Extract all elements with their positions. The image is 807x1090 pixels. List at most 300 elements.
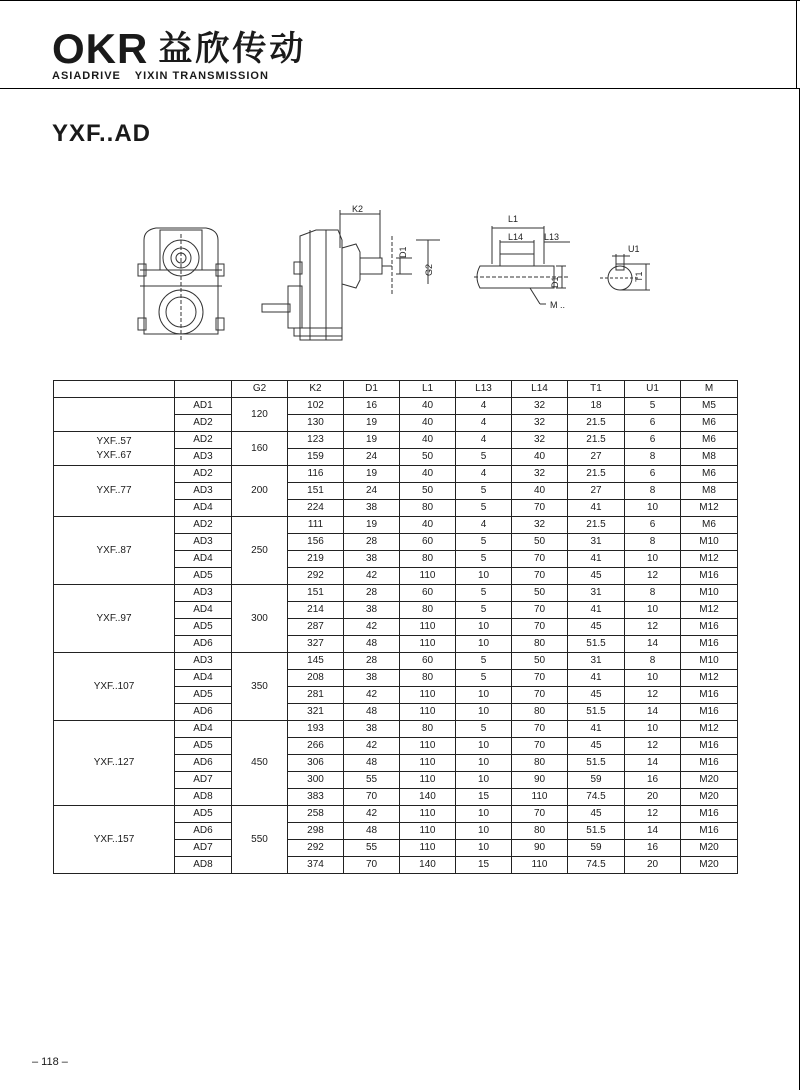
adapter-cell: AD4 bbox=[175, 721, 232, 738]
t1-cell: 21.5 bbox=[568, 432, 625, 449]
k2-cell: 292 bbox=[288, 568, 344, 585]
table-row bbox=[54, 806, 738, 823]
u1-cell: 14 bbox=[625, 755, 681, 772]
l13-cell: 10 bbox=[456, 687, 512, 704]
t1-cell: 45 bbox=[568, 687, 625, 704]
l13-cell: 10 bbox=[456, 806, 512, 823]
label-u1: U1 bbox=[628, 244, 640, 254]
d1-cell: 55 bbox=[344, 772, 400, 789]
u1-cell: 10 bbox=[625, 500, 681, 517]
k2-cell: 292 bbox=[288, 840, 344, 857]
front-view-drawing bbox=[138, 228, 224, 340]
table-header-cell bbox=[54, 381, 175, 398]
page-title: YXF..AD bbox=[52, 120, 152, 147]
g2-cell: 250 bbox=[232, 517, 288, 585]
l1-cell: 110 bbox=[400, 619, 456, 636]
logo-latin: OKR bbox=[52, 25, 149, 72]
model-cell: YXF..57 YXF..67 bbox=[54, 432, 175, 466]
l1-cell: 60 bbox=[400, 585, 456, 602]
d1-cell: 55 bbox=[344, 840, 400, 857]
k2-cell: 116 bbox=[288, 466, 344, 483]
adapter-cell: AD4 bbox=[175, 670, 232, 687]
l13-cell: 10 bbox=[456, 704, 512, 721]
adapter-cell: AD6 bbox=[175, 704, 232, 721]
l14-cell: 40 bbox=[512, 483, 568, 500]
m-cell: M8 bbox=[681, 449, 738, 466]
table-row bbox=[54, 721, 738, 738]
k2-cell: 151 bbox=[288, 483, 344, 500]
k2-cell: 281 bbox=[288, 687, 344, 704]
m-cell: M6 bbox=[681, 415, 738, 432]
u1-cell: 5 bbox=[625, 398, 681, 415]
l1-cell: 60 bbox=[400, 534, 456, 551]
t1-cell: 45 bbox=[568, 806, 625, 823]
l1-cell: 50 bbox=[400, 449, 456, 466]
g2-cell: 450 bbox=[232, 721, 288, 806]
l14-cell: 70 bbox=[512, 687, 568, 704]
l13-cell: 5 bbox=[456, 721, 512, 738]
d1-cell: 38 bbox=[344, 721, 400, 738]
l13-cell: 5 bbox=[456, 449, 512, 466]
l1-cell: 140 bbox=[400, 857, 456, 874]
m-cell: M10 bbox=[681, 585, 738, 602]
l14-cell: 50 bbox=[512, 585, 568, 602]
d1-cell: 42 bbox=[344, 619, 400, 636]
adapter-cell: AD5 bbox=[175, 687, 232, 704]
k2-cell: 208 bbox=[288, 670, 344, 687]
m-cell: M20 bbox=[681, 857, 738, 874]
table-header-cell: D1 bbox=[344, 381, 400, 398]
u1-cell: 8 bbox=[625, 483, 681, 500]
label-l14: L14 bbox=[508, 232, 524, 242]
t1-cell: 27 bbox=[568, 449, 625, 466]
d1-cell: 24 bbox=[344, 449, 400, 466]
k2-cell: 306 bbox=[288, 755, 344, 772]
k2-cell: 193 bbox=[288, 721, 344, 738]
u1-cell: 16 bbox=[625, 772, 681, 789]
adapter-cell: AD2 bbox=[175, 466, 232, 483]
t1-cell: 45 bbox=[568, 619, 625, 636]
u1-cell: 6 bbox=[625, 432, 681, 449]
frame-right-line-lower bbox=[799, 88, 800, 1090]
d1-cell: 42 bbox=[344, 568, 400, 585]
l1-cell: 110 bbox=[400, 687, 456, 704]
l1-cell: 110 bbox=[400, 636, 456, 653]
k2-cell: 383 bbox=[288, 789, 344, 806]
header-rule bbox=[0, 88, 800, 89]
table-header-cell: L1 bbox=[400, 381, 456, 398]
d1-cell: 38 bbox=[344, 670, 400, 687]
table-row bbox=[54, 432, 738, 449]
t1-cell: 41 bbox=[568, 721, 625, 738]
table-header-cell: T1 bbox=[568, 381, 625, 398]
l14-cell: 70 bbox=[512, 670, 568, 687]
l14-cell: 40 bbox=[512, 449, 568, 466]
t1-cell: 31 bbox=[568, 534, 625, 551]
model-cell: YXF..127 bbox=[54, 721, 175, 806]
table-row bbox=[54, 466, 738, 483]
l14-cell: 50 bbox=[512, 653, 568, 670]
model-cell: YXF..77 bbox=[54, 466, 175, 517]
label-t1: T1 bbox=[634, 271, 644, 282]
table-header-cell: L13 bbox=[456, 381, 512, 398]
u1-cell: 6 bbox=[625, 415, 681, 432]
l1-cell: 40 bbox=[400, 415, 456, 432]
k2-cell: 374 bbox=[288, 857, 344, 874]
adapter-cell: AD7 bbox=[175, 840, 232, 857]
g2-cell: 350 bbox=[232, 653, 288, 721]
m-cell: M16 bbox=[681, 823, 738, 840]
l14-cell: 50 bbox=[512, 534, 568, 551]
l1-cell: 110 bbox=[400, 823, 456, 840]
model-cell: YXF..87 bbox=[54, 517, 175, 585]
m-cell: M12 bbox=[681, 551, 738, 568]
l14-cell: 70 bbox=[512, 500, 568, 517]
u1-cell: 12 bbox=[625, 738, 681, 755]
l14-cell: 32 bbox=[512, 432, 568, 449]
table-header-cell: U1 bbox=[625, 381, 681, 398]
l13-cell: 5 bbox=[456, 534, 512, 551]
l13-cell: 4 bbox=[456, 517, 512, 534]
l1-cell: 40 bbox=[400, 517, 456, 534]
side-view-drawing bbox=[262, 210, 440, 340]
t1-cell: 21.5 bbox=[568, 466, 625, 483]
k2-cell: 130 bbox=[288, 415, 344, 432]
l13-cell: 5 bbox=[456, 653, 512, 670]
l13-cell: 10 bbox=[456, 772, 512, 789]
u1-cell: 16 bbox=[625, 840, 681, 857]
brand-logo bbox=[52, 25, 307, 82]
m-cell: M6 bbox=[681, 432, 738, 449]
l1-cell: 110 bbox=[400, 738, 456, 755]
adapter-cell: AD2 bbox=[175, 415, 232, 432]
u1-cell: 10 bbox=[625, 602, 681, 619]
frame-right-line bbox=[796, 0, 797, 88]
t1-cell: 45 bbox=[568, 568, 625, 585]
l1-cell: 40 bbox=[400, 432, 456, 449]
adapter-cell: AD8 bbox=[175, 857, 232, 874]
k2-cell: 159 bbox=[288, 449, 344, 466]
m-cell: M12 bbox=[681, 670, 738, 687]
m-cell: M6 bbox=[681, 466, 738, 483]
l13-cell: 10 bbox=[456, 619, 512, 636]
u1-cell: 14 bbox=[625, 823, 681, 840]
l13-cell: 5 bbox=[456, 585, 512, 602]
l1-cell: 110 bbox=[400, 840, 456, 857]
table-row bbox=[54, 398, 738, 415]
u1-cell: 20 bbox=[625, 789, 681, 806]
l1-cell: 80 bbox=[400, 670, 456, 687]
d1-cell: 70 bbox=[344, 857, 400, 874]
d1-cell: 38 bbox=[344, 551, 400, 568]
d1-cell: 38 bbox=[344, 602, 400, 619]
m-cell: M16 bbox=[681, 619, 738, 636]
m-cell: M16 bbox=[681, 806, 738, 823]
d1-cell: 24 bbox=[344, 483, 400, 500]
model-cell: YXF..97 bbox=[54, 585, 175, 653]
d1-cell: 19 bbox=[344, 466, 400, 483]
d1-cell: 42 bbox=[344, 687, 400, 704]
adapter-cell: AD2 bbox=[175, 517, 232, 534]
l13-cell: 10 bbox=[456, 636, 512, 653]
l1-cell: 140 bbox=[400, 789, 456, 806]
d1-cell: 70 bbox=[344, 789, 400, 806]
adapter-cell: AD4 bbox=[175, 602, 232, 619]
model-cell: YXF..107 bbox=[54, 653, 175, 721]
m-cell: M10 bbox=[681, 534, 738, 551]
d1-cell: 42 bbox=[344, 806, 400, 823]
g2-cell: 200 bbox=[232, 466, 288, 517]
label-l13: L13 bbox=[544, 232, 560, 242]
t1-cell: 31 bbox=[568, 653, 625, 670]
g2-cell: 550 bbox=[232, 806, 288, 874]
k2-cell: 300 bbox=[288, 772, 344, 789]
table-header-cell: K2 bbox=[288, 381, 344, 398]
k2-cell: 321 bbox=[288, 704, 344, 721]
adapter-cell: AD3 bbox=[175, 483, 232, 500]
d1-cell: 19 bbox=[344, 415, 400, 432]
m-cell: M20 bbox=[681, 840, 738, 857]
table-header-cell: L14 bbox=[512, 381, 568, 398]
l13-cell: 4 bbox=[456, 415, 512, 432]
l1-cell: 80 bbox=[400, 602, 456, 619]
logo-chinese: 益欣传动 bbox=[158, 29, 307, 69]
m-cell: M16 bbox=[681, 738, 738, 755]
u1-cell: 12 bbox=[625, 806, 681, 823]
l13-cell: 10 bbox=[456, 755, 512, 772]
k2-cell: 156 bbox=[288, 534, 344, 551]
m-cell: M16 bbox=[681, 704, 738, 721]
adapter-cell: AD3 bbox=[175, 653, 232, 670]
d1-cell: 19 bbox=[344, 517, 400, 534]
table-row bbox=[54, 517, 738, 534]
adapter-cell: AD3 bbox=[175, 534, 232, 551]
l13-cell: 5 bbox=[456, 483, 512, 500]
u1-cell: 12 bbox=[625, 568, 681, 585]
d1-cell: 16 bbox=[344, 398, 400, 415]
l1-cell: 110 bbox=[400, 772, 456, 789]
l1-cell: 110 bbox=[400, 568, 456, 585]
t1-cell: 59 bbox=[568, 772, 625, 789]
adapter-cell: AD5 bbox=[175, 738, 232, 755]
l14-cell: 32 bbox=[512, 415, 568, 432]
adapter-cell: AD6 bbox=[175, 636, 232, 653]
m-cell: M6 bbox=[681, 517, 738, 534]
l13-cell: 5 bbox=[456, 551, 512, 568]
d1-cell: 42 bbox=[344, 738, 400, 755]
l13-cell: 10 bbox=[456, 823, 512, 840]
l14-cell: 70 bbox=[512, 568, 568, 585]
l13-cell: 4 bbox=[456, 398, 512, 415]
m-cell: M5 bbox=[681, 398, 738, 415]
l14-cell: 80 bbox=[512, 755, 568, 772]
adapter-cell: AD6 bbox=[175, 755, 232, 772]
l14-cell: 70 bbox=[512, 551, 568, 568]
t1-cell: 31 bbox=[568, 585, 625, 602]
d1-cell: 38 bbox=[344, 500, 400, 517]
adapter-cell: AD6 bbox=[175, 823, 232, 840]
table-row bbox=[54, 653, 738, 670]
l14-cell: 32 bbox=[512, 398, 568, 415]
l14-cell: 110 bbox=[512, 789, 568, 806]
adapter-cell: AD1 bbox=[175, 398, 232, 415]
k2-cell: 123 bbox=[288, 432, 344, 449]
l1-cell: 60 bbox=[400, 653, 456, 670]
t1-cell: 27 bbox=[568, 483, 625, 500]
l14-cell: 80 bbox=[512, 823, 568, 840]
table-header-cell bbox=[175, 381, 232, 398]
u1-cell: 10 bbox=[625, 721, 681, 738]
u1-cell: 20 bbox=[625, 857, 681, 874]
t1-cell: 18 bbox=[568, 398, 625, 415]
l14-cell: 80 bbox=[512, 636, 568, 653]
d1-cell: 28 bbox=[344, 653, 400, 670]
l13-cell: 5 bbox=[456, 500, 512, 517]
u1-cell: 8 bbox=[625, 653, 681, 670]
m-cell: M8 bbox=[681, 483, 738, 500]
l13-cell: 4 bbox=[456, 432, 512, 449]
g2-cell: 300 bbox=[232, 585, 288, 653]
t1-cell: 21.5 bbox=[568, 415, 625, 432]
l13-cell: 15 bbox=[456, 789, 512, 806]
l14-cell: 70 bbox=[512, 806, 568, 823]
k2-cell: 111 bbox=[288, 517, 344, 534]
k2-cell: 258 bbox=[288, 806, 344, 823]
l1-cell: 110 bbox=[400, 806, 456, 823]
t1-cell: 51.5 bbox=[568, 823, 625, 840]
m-cell: M16 bbox=[681, 755, 738, 772]
l13-cell: 10 bbox=[456, 738, 512, 755]
g2-cell: 160 bbox=[232, 432, 288, 466]
table-header-cell: G2 bbox=[232, 381, 288, 398]
label-k2: K2 bbox=[352, 204, 364, 214]
m-cell: M10 bbox=[681, 653, 738, 670]
l14-cell: 80 bbox=[512, 704, 568, 721]
m-cell: M12 bbox=[681, 721, 738, 738]
l1-cell: 80 bbox=[400, 721, 456, 738]
t1-cell: 74.5 bbox=[568, 857, 625, 874]
k2-cell: 327 bbox=[288, 636, 344, 653]
k2-cell: 224 bbox=[288, 500, 344, 517]
u1-cell: 10 bbox=[625, 670, 681, 687]
l14-cell: 70 bbox=[512, 602, 568, 619]
u1-cell: 10 bbox=[625, 551, 681, 568]
l1-cell: 110 bbox=[400, 704, 456, 721]
k2-cell: 298 bbox=[288, 823, 344, 840]
t1-cell: 41 bbox=[568, 551, 625, 568]
adapter-cell: AD4 bbox=[175, 500, 232, 517]
t1-cell: 51.5 bbox=[568, 755, 625, 772]
t1-cell: 41 bbox=[568, 670, 625, 687]
adapter-cell: AD3 bbox=[175, 585, 232, 602]
u1-cell: 6 bbox=[625, 517, 681, 534]
l14-cell: 32 bbox=[512, 517, 568, 534]
logo-sub-left: ASIADRIVE bbox=[52, 70, 121, 82]
t1-cell: 74.5 bbox=[568, 789, 625, 806]
l13-cell: 4 bbox=[456, 466, 512, 483]
k2-cell: 266 bbox=[288, 738, 344, 755]
k2-cell: 145 bbox=[288, 653, 344, 670]
d1-cell: 28 bbox=[344, 534, 400, 551]
t1-cell: 59 bbox=[568, 840, 625, 857]
u1-cell: 12 bbox=[625, 619, 681, 636]
logo-sub-right: YIXIN TRANSMISSION bbox=[134, 70, 269, 82]
l14-cell: 70 bbox=[512, 619, 568, 636]
page-number: – 118 – bbox=[32, 1056, 68, 1068]
k2-cell: 219 bbox=[288, 551, 344, 568]
l14-cell: 90 bbox=[512, 840, 568, 857]
model-cell: YXF..157 bbox=[54, 806, 175, 874]
l1-cell: 50 bbox=[400, 483, 456, 500]
k2-cell: 102 bbox=[288, 398, 344, 415]
t1-cell: 45 bbox=[568, 738, 625, 755]
label-g2: G2 bbox=[424, 263, 434, 276]
l14-cell: 32 bbox=[512, 466, 568, 483]
l14-cell: 90 bbox=[512, 772, 568, 789]
adapter-cell: AD7 bbox=[175, 772, 232, 789]
l14-cell: 70 bbox=[512, 721, 568, 738]
d1-cell: 19 bbox=[344, 432, 400, 449]
table-header-cell: M bbox=[681, 381, 738, 398]
u1-cell: 12 bbox=[625, 687, 681, 704]
adapter-cell: AD4 bbox=[175, 551, 232, 568]
adapter-cell: AD8 bbox=[175, 789, 232, 806]
table-header-row bbox=[54, 381, 738, 398]
l13-cell: 15 bbox=[456, 857, 512, 874]
l1-cell: 80 bbox=[400, 500, 456, 517]
adapter-cell: AD5 bbox=[175, 619, 232, 636]
adapter-cell: AD5 bbox=[175, 806, 232, 823]
u1-cell: 8 bbox=[625, 585, 681, 602]
table-row bbox=[54, 585, 738, 602]
l1-cell: 40 bbox=[400, 466, 456, 483]
u1-cell: 14 bbox=[625, 704, 681, 721]
d1-cell: 48 bbox=[344, 636, 400, 653]
l13-cell: 5 bbox=[456, 602, 512, 619]
technical-drawings bbox=[130, 200, 670, 350]
l13-cell: 5 bbox=[456, 670, 512, 687]
u1-cell: 14 bbox=[625, 636, 681, 653]
u1-cell: 8 bbox=[625, 449, 681, 466]
model-cell bbox=[54, 398, 175, 432]
l1-cell: 40 bbox=[400, 398, 456, 415]
d1-cell: 48 bbox=[344, 704, 400, 721]
t1-cell: 41 bbox=[568, 500, 625, 517]
m-cell: M20 bbox=[681, 789, 738, 806]
dimension-table bbox=[53, 380, 738, 874]
t1-cell: 41 bbox=[568, 602, 625, 619]
l1-cell: 110 bbox=[400, 755, 456, 772]
m-cell: M20 bbox=[681, 772, 738, 789]
t1-cell: 51.5 bbox=[568, 704, 625, 721]
label-l1: L1 bbox=[508, 214, 519, 224]
adapter-cell: AD3 bbox=[175, 449, 232, 466]
k2-cell: 287 bbox=[288, 619, 344, 636]
d1-cell: 48 bbox=[344, 823, 400, 840]
t1-cell: 21.5 bbox=[568, 517, 625, 534]
label-d1-shaft: D1 bbox=[550, 276, 560, 288]
adapter-cell: AD5 bbox=[175, 568, 232, 585]
u1-cell: 8 bbox=[625, 534, 681, 551]
m-cell: M12 bbox=[681, 500, 738, 517]
d1-cell: 28 bbox=[344, 585, 400, 602]
d1-cell: 48 bbox=[344, 755, 400, 772]
l1-cell: 80 bbox=[400, 551, 456, 568]
l13-cell: 10 bbox=[456, 568, 512, 585]
l14-cell: 70 bbox=[512, 738, 568, 755]
label-m: M .. bbox=[550, 300, 565, 310]
adapter-cell: AD2 bbox=[175, 432, 232, 449]
